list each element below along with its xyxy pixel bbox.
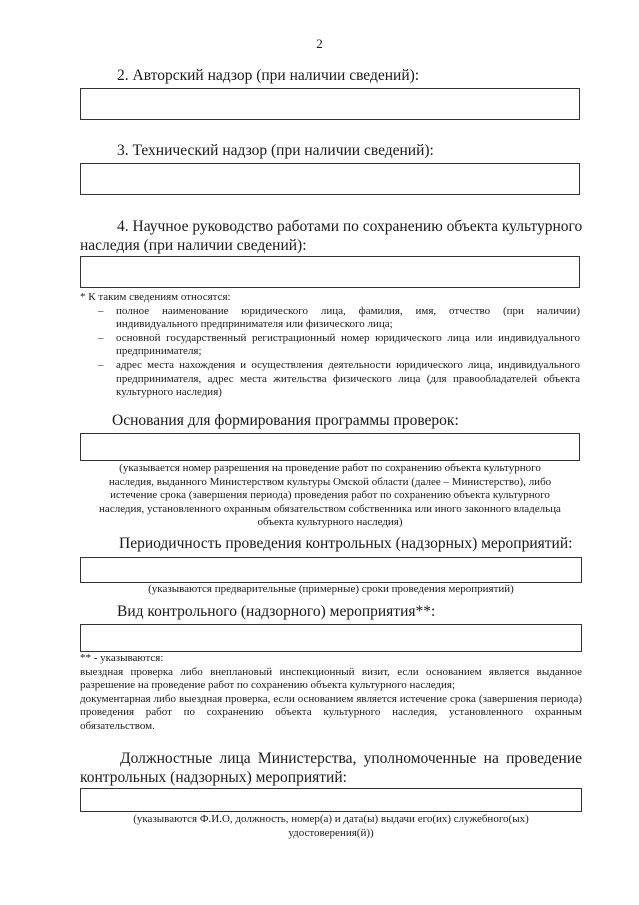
footnote1-list <box>80 305 580 400</box>
officials-heading-line1: Должностные лица Министерства, уполномоченные на проведение <box>120 750 582 767</box>
footnote2-text2: документарная либо выездная проверка, если основанием является истечение срока (завершения периода) проведения работ по сохранению объекта культурного наследия, установленного охранным обязательством. <box>80 692 582 732</box>
officials-note-line1: (указываются Ф.И.О, должность, номер(а) и дата(ы) выдачи его(их) служебного(ых) <box>133 813 529 825</box>
grounds-note-line: (указывается номер разрешения на проведение работ по сохранению объекта культурного <box>119 462 541 474</box>
periodicity-note: (указываются предварительные (примерные) сроки проведения мероприятий) <box>148 583 514 595</box>
officials-heading-line2: контрольных (надзорных) мероприятий: <box>80 769 347 786</box>
footnote2-title: ** - указываются: <box>80 652 164 664</box>
grounds-note <box>80 462 580 530</box>
list-item: – адрес места нахождения и осуществления деятельности юридического лица, индивидуального предпринимателя, адрес места жительства физического лица (для правообладателей объекта культурного наследия) <box>80 359 580 400</box>
technical-supervision-field[interactable] <box>80 163 580 195</box>
periodicity-heading: Периодичность проведения контрольных (надзорных) мероприятий: <box>119 535 573 552</box>
event-type-field[interactable] <box>80 624 582 652</box>
footnote1-title: * К таким сведениям относятся: <box>80 291 231 303</box>
grounds-heading: Основания для формирования программы проверок: <box>112 412 459 429</box>
footnote2 <box>80 652 582 734</box>
author-supervision-heading: 2. Авторский надзор (при наличии сведений): <box>117 67 420 84</box>
page-number: 2 <box>316 36 323 51</box>
author-supervision-field[interactable] <box>80 88 580 120</box>
officials-note <box>80 813 582 840</box>
footnote1 <box>80 291 580 400</box>
grounds-note-line: истечение срока (завершения периода) проведения работ по сохранению объекта культурного <box>110 489 550 502</box>
list-item: – полное наименование юридического лица, фамилия, имя, отчество (при наличии) индивидуального предпринимателя или физического лица; <box>80 305 580 332</box>
list-item: – основной государственный регистрационный номер юридического лица или индивидуального предпринимателя; <box>80 332 580 359</box>
technical-supervision-heading: 3. Технический надзор (при наличии сведений): <box>117 142 434 159</box>
officials-note-line2: удостоверения(й)) <box>288 826 374 839</box>
scientific-guidance-field[interactable] <box>80 256 580 288</box>
periodicity-field[interactable] <box>80 557 582 583</box>
grounds-note-line: наследия, установленного охранным обязательством собственника или иного законного владельца <box>99 502 561 515</box>
scientific-guidance-heading-line1: 4. Научное руководство работами по сохранению объекта культурного <box>117 218 583 235</box>
event-type-heading: Вид контрольного (надзорного) мероприятия**: <box>117 603 436 620</box>
footnote2-text1: выездная проверка либо внеплановый инспекционный визит, если основанием является выданное разрешение на проведение работ по сохранению объекта культурного наследия; <box>80 665 582 692</box>
grounds-note-line: объекта культурного наследия) <box>257 516 403 529</box>
grounds-field[interactable] <box>80 433 580 461</box>
officials-field[interactable] <box>80 788 582 812</box>
scientific-guidance-heading-line2: наследия (при наличии сведений): <box>80 237 307 254</box>
grounds-note-line: наследия, выданного Министерством культуры Омской области (далее – Министерство), либо <box>108 475 552 488</box>
